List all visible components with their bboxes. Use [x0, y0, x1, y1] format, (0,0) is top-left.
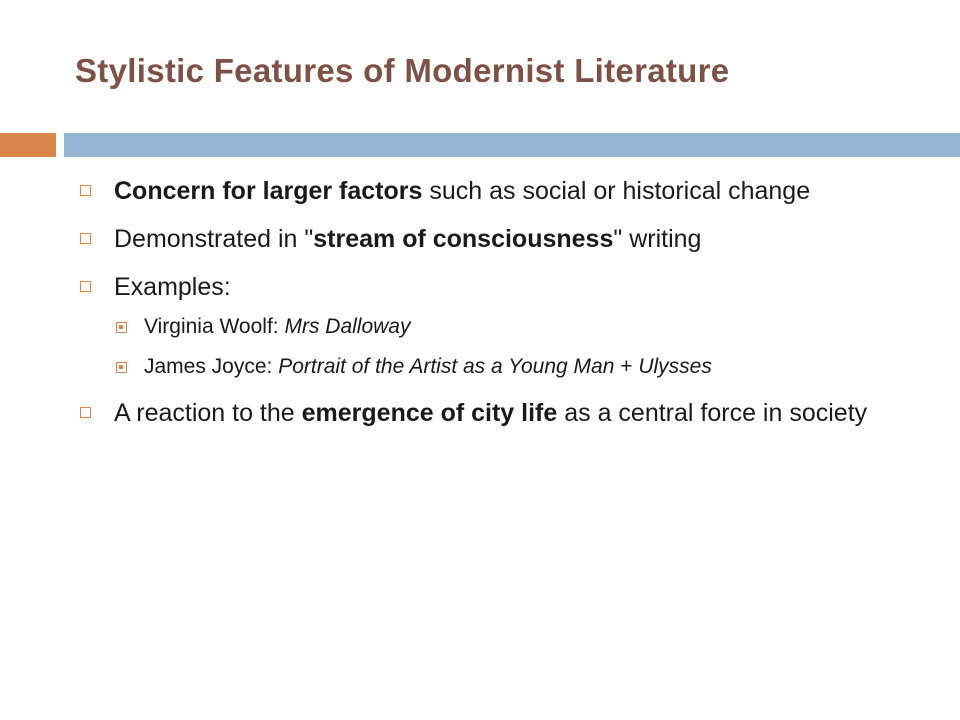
square-bullet-icon — [80, 185, 91, 196]
bullet-item-2 — [80, 222, 930, 256]
square-bullet-icon — [80, 233, 91, 244]
sub-bullet-1-italic: Mrs Dalloway — [284, 315, 411, 338]
slide-title: Stylistic Features of Modernist Literature — [75, 52, 730, 89]
accent-bar-orange — [0, 133, 56, 157]
sub-bullet-item-2 — [80, 352, 930, 382]
sub-bullet-2-text-b: + — [614, 355, 639, 378]
sub-bullet-2-text-a: James Joyce: — [144, 355, 279, 378]
accent-bar-blue — [64, 133, 960, 157]
bullet-4-bold: emergence of city life — [301, 399, 558, 427]
bullet-item-3 — [80, 270, 930, 304]
bullet-list — [80, 174, 930, 444]
bullet-2-bold: stream of consciousness — [313, 225, 614, 253]
bullet-4-text-b: as a central force in society — [557, 399, 868, 427]
filled-square-bullet-icon — [116, 322, 127, 333]
sub-bullet-2-italic-a: Portrait of the Artist as a Young Man — [278, 355, 615, 378]
bullet-3-text: Examples: — [114, 273, 231, 301]
bullet-item-1 — [80, 174, 930, 208]
bullet-2-text-b: " writing — [613, 225, 702, 253]
bullet-2-text-a: Demonstrated in " — [114, 225, 314, 253]
sub-bullet-item-1 — [80, 312, 930, 342]
bullet-1-bold: Concern for larger factors — [114, 177, 423, 205]
bullet-4-text-a: A reaction to the — [114, 399, 302, 427]
square-bullet-icon — [80, 407, 91, 418]
bullet-item-4 — [80, 396, 930, 430]
sub-bullet-2-italic-b: Ulysses — [638, 355, 712, 378]
bullet-1-text: such as social or historical change — [422, 177, 811, 205]
square-bullet-icon — [80, 281, 91, 292]
sub-bullet-1-text: Virginia Woolf: — [144, 315, 285, 338]
filled-square-bullet-icon — [116, 362, 127, 373]
